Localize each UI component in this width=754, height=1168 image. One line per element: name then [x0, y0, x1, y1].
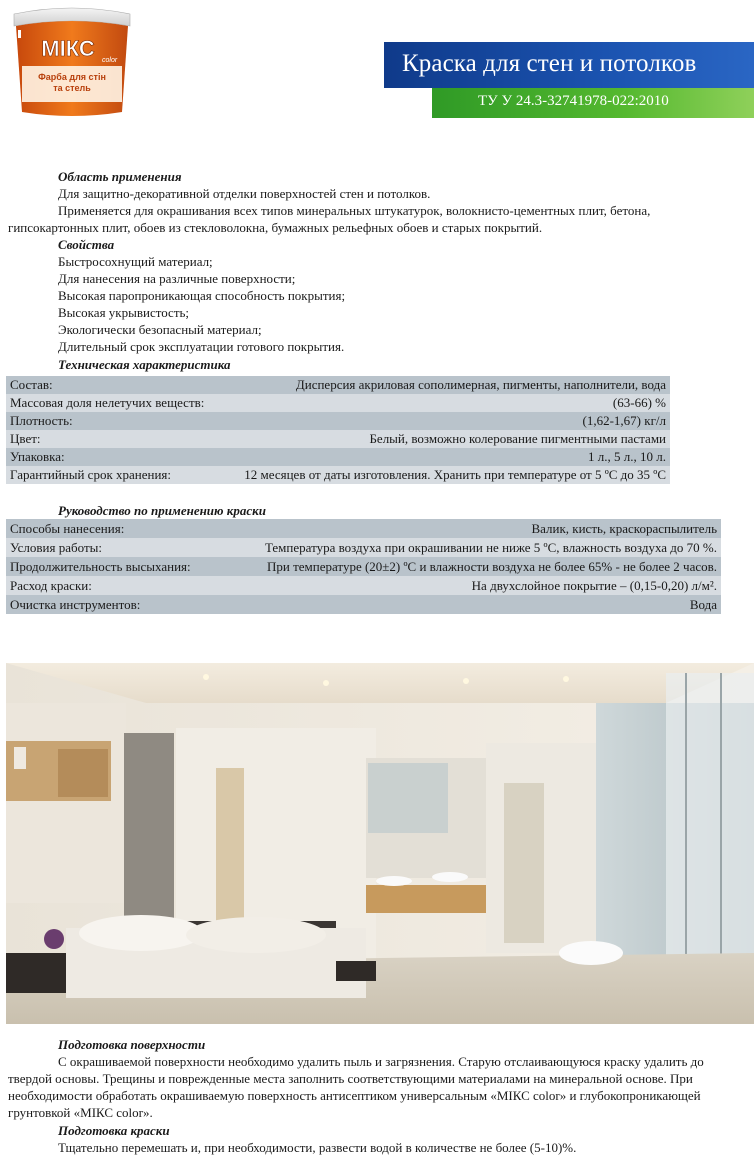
application-paragraph-1: Для защитно-декоративной отделки поверхностей стен и потолков.	[58, 186, 431, 201]
row-label: Массовая доля нелетучих веществ:	[6, 394, 219, 412]
property-item: Длительный срок эксплуатации готового покрытия.	[58, 339, 345, 354]
guide-heading: Руководство по применению краски	[58, 503, 266, 518]
row-value: На двухслойное покрытие – (0,15-0,20) л/м².	[214, 576, 721, 595]
row-label: Условия работы:	[6, 538, 214, 557]
table-row	[6, 376, 670, 394]
surface-prep-section	[8, 1036, 728, 1121]
table-row	[6, 448, 670, 466]
row-label: Плотность:	[6, 412, 219, 430]
row-value: (63-66) %	[219, 394, 670, 412]
row-label: Способы нанесения:	[6, 519, 214, 538]
property-item: Для нанесения на различные поверхности;	[58, 271, 296, 286]
table-row	[6, 412, 670, 430]
row-label: Упаковка:	[6, 448, 219, 466]
paint-prep-text: Тщательно перемешать и, при необходимости, развести водой в количестве не более (5-10)%.	[58, 1140, 577, 1155]
row-value: Валик, кисть, краскораспылитель	[214, 519, 721, 538]
row-label: Расход краски:	[6, 576, 214, 595]
row-label: Продолжительность высыхания:	[6, 557, 214, 576]
bucket-brand: МІКС	[41, 36, 95, 61]
row-label: Состав:	[6, 376, 219, 394]
properties-heading: Свойства	[58, 237, 115, 252]
technical-table	[6, 376, 670, 484]
row-value: Вода	[214, 595, 721, 614]
bucket-brand-sub: color	[102, 57, 118, 64]
row-value: 1 л., 5 л., 10 л.	[219, 448, 670, 466]
property-item: Быстросохнущий материал;	[58, 254, 213, 269]
table-row	[6, 394, 670, 412]
guide-table	[6, 519, 721, 614]
surface-prep-text: С окрашиваемой поверхности необходимо удалить пыль и загрязнения. Старую отслаивающуюся краску удалить до твердой основы. Трещины и поврежденные места заполнить соответствующими материалами на минеральной основе. При необходимости обработать окрашиваемую поверхность антисептиком универсальным «МІКС color» и глубокопроникающей грунтовкой «МІКС color».	[8, 1054, 704, 1120]
bucket-label-line1: Фарба для стін	[38, 72, 106, 82]
product-bucket-image	[10, 4, 134, 118]
application-section	[8, 168, 688, 236]
application-heading: Область применения	[58, 169, 182, 184]
property-item: Высокая укрывистость;	[58, 305, 190, 320]
row-value: (1,62-1,67) кг/л	[219, 412, 670, 430]
row-value: При температуре (20±2) ºС и влажности воздуха не более 65% - не более 2 часов.	[214, 557, 721, 576]
page-title: Краска для стен и потолков	[402, 50, 697, 77]
row-value: Белый, возможно колерование пигментными пастами	[219, 430, 670, 448]
row-label: Очистка инструментов:	[6, 595, 214, 614]
property-item: Высокая паропроникающая способность покрытия;	[58, 288, 346, 303]
table-row	[6, 538, 721, 557]
bucket-label-line2: та стель	[53, 83, 91, 93]
table-row	[6, 519, 721, 538]
technical-heading: Техническая характеристика	[58, 357, 231, 372]
row-value: 12 месяцев от даты изготовления. Хранить при температуре от 5 ºС до 35 ºС	[219, 466, 670, 484]
surface-prep-heading: Подготовка поверхности	[58, 1037, 206, 1052]
standard-code: ТУ У 24.3-32741978-022:2010	[478, 93, 669, 109]
properties-section	[8, 236, 688, 355]
table-row	[6, 430, 670, 448]
application-paragraph-2: Применяется для окрашивания всех типов минеральных штукатурок, волокнисто-цементных плит, бетона, гипсокартонных плит, обоев из стекловолокна, бумажных рельефных обоев и старых покрытий.	[8, 203, 651, 235]
table-row	[6, 595, 721, 614]
table-row	[6, 466, 670, 484]
table-row	[6, 576, 721, 595]
interior-photo	[6, 663, 754, 1024]
property-item: Экологически безопасный материал;	[58, 322, 262, 337]
paint-prep-section	[8, 1122, 728, 1156]
row-label: Гарантийный срок хранения:	[6, 466, 219, 484]
row-value: Дисперсия акриловая сополимерная, пигменты, наполнители, вода	[219, 376, 670, 394]
table-row	[6, 557, 721, 576]
row-label: Цвет:	[6, 430, 219, 448]
row-value: Температура воздуха при окрашивании не ниже 5 ºС, влажность воздуха до 70 %.	[214, 538, 721, 557]
paint-prep-heading: Подготовка краски	[58, 1123, 170, 1138]
